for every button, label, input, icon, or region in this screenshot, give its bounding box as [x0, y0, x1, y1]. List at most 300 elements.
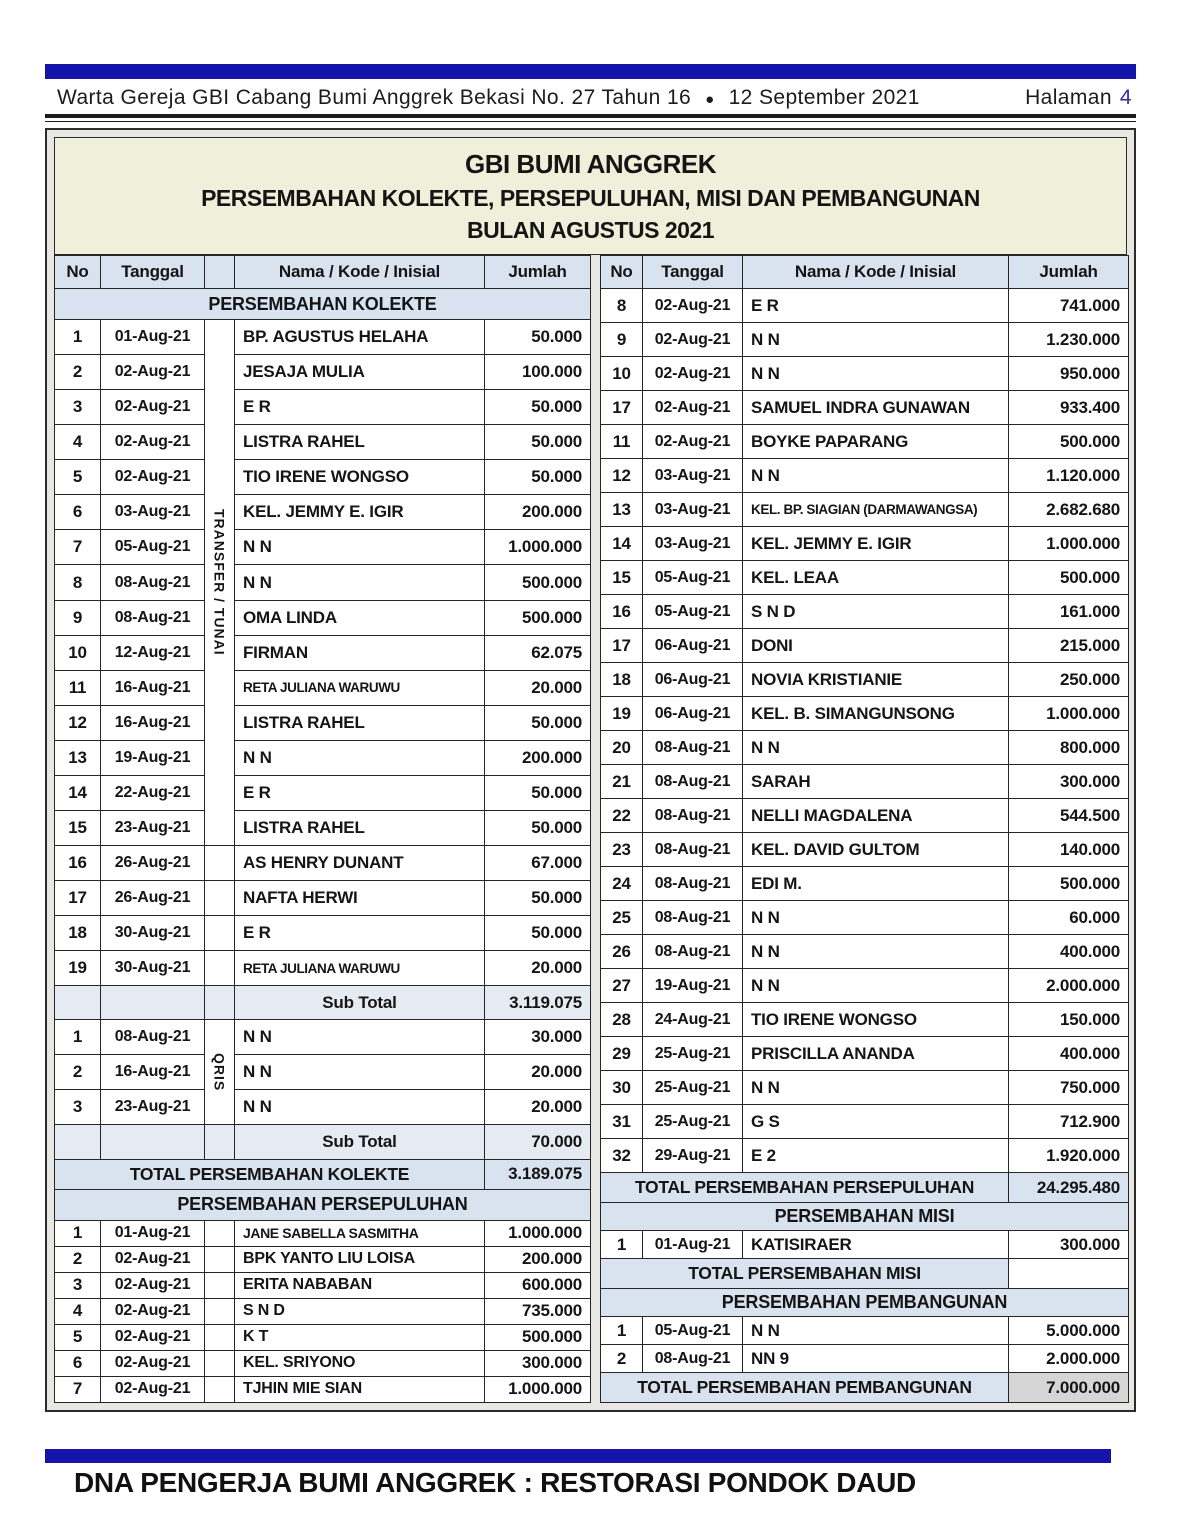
cell-no: 5 — [55, 1324, 101, 1350]
cell-amount: 712.900 — [1009, 1105, 1129, 1139]
cell-empty — [205, 1376, 235, 1402]
cell-name: EDI M. — [743, 867, 1009, 901]
cell-no: 25 — [601, 901, 643, 935]
cell-amount: 2.000.000 — [1009, 1345, 1129, 1373]
cell-no: 12 — [55, 705, 101, 740]
cell-no: 2 — [55, 1055, 101, 1090]
pembangunan-total-row — [601, 1373, 1129, 1403]
cell-no: 1 — [55, 1220, 101, 1246]
col-header-empty — [205, 256, 235, 289]
cell-amount: 50.000 — [485, 775, 591, 810]
total-label: TOTAL PERSEMBAHAN MISI — [601, 1259, 1009, 1289]
table-row — [55, 1055, 591, 1090]
cell-date: 30-Aug-21 — [101, 951, 205, 986]
cell-date: 23-Aug-21 — [101, 810, 205, 845]
total-value — [1009, 1259, 1129, 1289]
table-row — [55, 320, 591, 355]
cell-no: 22 — [601, 799, 643, 833]
persepuluhan-total-row — [601, 1173, 1129, 1203]
cell-amount: 500.000 — [485, 600, 591, 635]
cell-amount: 400.000 — [1009, 1037, 1129, 1071]
table-row — [55, 530, 591, 565]
cell-name: N N — [743, 357, 1009, 391]
cell-date: 08-Aug-21 — [643, 765, 743, 799]
cell-date: 03-Aug-21 — [643, 527, 743, 561]
cell-no: 17 — [601, 391, 643, 425]
cell-name: PRISCILLA ANANDA — [743, 1037, 1009, 1071]
cell-empty — [205, 1324, 235, 1350]
cell-name: NN 9 — [743, 1345, 1009, 1373]
cell-no: 3 — [55, 390, 101, 425]
table-row — [601, 629, 1129, 663]
cell-date: 26-Aug-21 — [101, 881, 205, 916]
col-header-nama: Nama / Kode / Inisial — [743, 256, 1009, 289]
misi-section-header — [601, 1203, 1129, 1231]
cell-name: N N — [743, 731, 1009, 765]
col-header-tanggal: Tanggal — [101, 256, 205, 289]
table-row — [55, 495, 591, 530]
table-row — [601, 323, 1129, 357]
cell-date: 16-Aug-21 — [101, 1055, 205, 1090]
page-number: 4 — [1119, 86, 1132, 109]
cell-name: TJHIN MIE SIAN — [235, 1376, 485, 1402]
section-title-pembangunan: PERSEMBAHAN PEMBANGUNAN — [601, 1289, 1129, 1317]
table-row — [601, 493, 1129, 527]
cell-date: 02-Aug-21 — [101, 425, 205, 460]
persepuluhan-section-header — [55, 1189, 591, 1220]
cell-name: KEL. JEMMY E. IGIR — [235, 495, 485, 530]
cell-date: 01-Aug-21 — [643, 1231, 743, 1259]
cell-date: 25-Aug-21 — [643, 1037, 743, 1071]
table-row — [601, 799, 1129, 833]
cell-amount: 50.000 — [485, 390, 591, 425]
col-header-jumlah: Jumlah — [1009, 256, 1129, 289]
table-row — [55, 390, 591, 425]
cell-amount: 2.000.000 — [1009, 969, 1129, 1003]
cell-name: N N — [743, 459, 1009, 493]
cell-name: KEL. SRIYONO — [235, 1350, 485, 1376]
cell-no: 5 — [55, 460, 101, 495]
cell-amount: 50.000 — [485, 705, 591, 740]
masthead-title-line — [57, 86, 920, 110]
subtotal-label: Sub Total — [235, 986, 485, 1020]
section-title-kolekte: PERSEMBAHAN KOLEKTE — [55, 289, 591, 320]
cell-no: 29 — [601, 1037, 643, 1071]
cell-name: NAFTA HERWI — [235, 881, 485, 916]
column-header-row — [601, 256, 1129, 289]
cell-no: 1 — [55, 1020, 101, 1055]
cell-name: N N — [235, 530, 485, 565]
church-name: GBI BUMI ANGGREK — [464, 149, 717, 179]
cell-no: 8 — [55, 565, 101, 600]
table-row — [601, 935, 1129, 969]
cell-date: 16-Aug-21 — [101, 670, 205, 705]
cell-no: 30 — [601, 1071, 643, 1105]
cell-name: K T — [235, 1324, 485, 1350]
cell-no: 15 — [55, 810, 101, 845]
table-row — [55, 565, 591, 600]
cell-empty — [55, 986, 101, 1020]
table-row — [55, 600, 591, 635]
cell-amount: 62.075 — [485, 635, 591, 670]
cell-date: 02-Aug-21 — [101, 1272, 205, 1298]
cell-name: BOYKE PAPARANG — [743, 425, 1009, 459]
cell-amount: 500.000 — [1009, 561, 1129, 595]
footer-slogan: DNA PENGERJA BUMI ANGGREK : RESTORASI PONDOK DAUD — [74, 1467, 916, 1498]
col-header-tanggal: Tanggal — [643, 256, 743, 289]
cell-name: N N — [743, 901, 1009, 935]
cell-amount: 200.000 — [485, 1246, 591, 1272]
col-header-no: No — [55, 256, 101, 289]
table-row — [601, 391, 1129, 425]
cell-date: 02-Aug-21 — [101, 460, 205, 495]
cell-amount: 67.000 — [485, 845, 591, 880]
cell-empty — [205, 1272, 235, 1298]
cell-amount: 1.000.000 — [485, 1376, 591, 1402]
cell-amount: 300.000 — [485, 1350, 591, 1376]
table-row — [55, 460, 591, 495]
cell-empty — [205, 951, 235, 986]
table-row — [55, 740, 591, 775]
cell-amount: 20.000 — [485, 951, 591, 986]
cell-name: TIO IRENE WONGSO — [743, 1003, 1009, 1037]
cell-name: KATISIRAER — [743, 1231, 1009, 1259]
cell-no: 32 — [601, 1139, 643, 1173]
cell-no: 1 — [601, 1231, 643, 1259]
cell-name: N N — [235, 1020, 485, 1055]
cell-name: N N — [235, 740, 485, 775]
cell-amount: 1.000.000 — [1009, 697, 1129, 731]
table-row — [601, 901, 1129, 935]
cell-no: 13 — [55, 740, 101, 775]
cell-amount: 50.000 — [485, 320, 591, 355]
total-value: 3.189.075 — [485, 1159, 591, 1189]
cell-amount: 741.000 — [1009, 289, 1129, 323]
subtotal-label: Sub Total — [235, 1125, 485, 1159]
cell-name: S N D — [743, 595, 1009, 629]
cell-no: 6 — [55, 1350, 101, 1376]
cell-no: 6 — [55, 495, 101, 530]
cell-date: 02-Aug-21 — [101, 1324, 205, 1350]
cell-amount: 500.000 — [1009, 867, 1129, 901]
table-row — [601, 561, 1129, 595]
cell-name: E R — [235, 916, 485, 951]
table-row — [55, 670, 591, 705]
cell-date: 03-Aug-21 — [101, 495, 205, 530]
cell-date: 02-Aug-21 — [101, 390, 205, 425]
table-row — [55, 635, 591, 670]
cell-date: 02-Aug-21 — [101, 1350, 205, 1376]
cell-no: 10 — [55, 635, 101, 670]
cell-date: 08-Aug-21 — [643, 867, 743, 901]
cell-amount: 215.000 — [1009, 629, 1129, 663]
cell-amount: 150.000 — [1009, 1003, 1129, 1037]
cell-name: N N — [743, 1317, 1009, 1345]
cell-no: 3 — [55, 1272, 101, 1298]
cell-amount: 544.500 — [1009, 799, 1129, 833]
cell-amount: 50.000 — [485, 881, 591, 916]
cell-date: 23-Aug-21 — [101, 1090, 205, 1125]
misi-total-row — [601, 1259, 1129, 1289]
table-row — [55, 1272, 591, 1298]
cell-no: 14 — [601, 527, 643, 561]
cell-name: N N — [235, 1090, 485, 1125]
report-title: PERSEMBAHAN KOLEKTE, PERSEPULUHAN, MISI DAN PEMBANGUNAN — [201, 185, 980, 211]
cell-empty — [101, 1125, 205, 1159]
bulletin-title: Warta Gereja GBI Cabang Bumi Anggrek Bekasi No. 27 Tahun 16 — [57, 86, 692, 109]
col-header-jumlah: Jumlah — [485, 256, 591, 289]
total-label: TOTAL PERSEMBAHAN KOLEKTE — [55, 1159, 485, 1189]
left-table — [54, 255, 591, 1403]
cell-date: 02-Aug-21 — [643, 323, 743, 357]
cell-date: 02-Aug-21 — [101, 355, 205, 390]
masthead-divider-rule — [45, 114, 1136, 122]
table-row — [55, 355, 591, 390]
cell-amount: 600.000 — [485, 1272, 591, 1298]
cell-no: 16 — [601, 595, 643, 629]
table-row — [55, 1324, 591, 1350]
cell-amount: 20.000 — [485, 1090, 591, 1125]
cell-name: RETA JULIANA WARUWU — [235, 951, 485, 986]
cell-no: 13 — [601, 493, 643, 527]
table-row — [601, 1037, 1129, 1071]
cell-no: 12 — [601, 459, 643, 493]
table-row — [55, 705, 591, 740]
cell-no: 18 — [601, 663, 643, 697]
cell-no: 27 — [601, 969, 643, 1003]
cell-no: 9 — [601, 323, 643, 357]
cell-date: 01-Aug-21 — [101, 320, 205, 355]
kolekte-section-header — [55, 289, 591, 320]
total-label: TOTAL PERSEMBAHAN PEMBANGUNAN — [601, 1373, 1009, 1403]
cell-date: 05-Aug-21 — [643, 595, 743, 629]
cell-amount: 50.000 — [485, 460, 591, 495]
cell-name: BPK YANTO LIU LOISA — [235, 1246, 485, 1272]
cell-empty — [205, 881, 235, 916]
cell-no: 31 — [601, 1105, 643, 1139]
cell-no: 18 — [55, 916, 101, 951]
cell-name: N N — [743, 935, 1009, 969]
cell-date: 02-Aug-21 — [101, 1376, 205, 1402]
section-title-misi: PERSEMBAHAN MISI — [601, 1203, 1129, 1231]
cell-date: 08-Aug-21 — [643, 833, 743, 867]
cell-name: RETA JULIANA WARUWU — [235, 670, 485, 705]
cell-date: 02-Aug-21 — [101, 1246, 205, 1272]
page-label: Halaman — [1025, 86, 1112, 109]
cell-no: 21 — [601, 765, 643, 799]
cell-date: 08-Aug-21 — [643, 1345, 743, 1373]
subtotal-value: 3.119.075 — [485, 986, 591, 1020]
cell-name: N N — [743, 1071, 1009, 1105]
cell-name: TIO IRENE WONGSO — [235, 460, 485, 495]
table-row — [55, 1376, 591, 1402]
table-row — [601, 1003, 1129, 1037]
cell-name: S N D — [235, 1298, 485, 1324]
table-row — [55, 1350, 591, 1376]
cell-empty — [205, 1298, 235, 1324]
tables-container — [54, 255, 1127, 1403]
subtotal-row — [55, 986, 591, 1020]
cell-amount: 500.000 — [485, 565, 591, 600]
cell-date: 03-Aug-21 — [643, 493, 743, 527]
cell-empty — [205, 986, 235, 1020]
cell-amount: 1.000.000 — [485, 1220, 591, 1246]
cell-amount: 300.000 — [1009, 765, 1129, 799]
col-header-nama: Nama / Kode / Inisial — [235, 256, 485, 289]
cell-no: 7 — [55, 530, 101, 565]
cell-date: 06-Aug-21 — [643, 697, 743, 731]
cell-name: FIRMAN — [235, 635, 485, 670]
cell-no: 8 — [601, 289, 643, 323]
cell-name: BP. AGUSTUS HELAHA — [235, 320, 485, 355]
cell-date: 08-Aug-21 — [643, 901, 743, 935]
table-row — [601, 969, 1129, 1003]
cell-name: SARAH — [743, 765, 1009, 799]
cell-amount: 161.000 — [1009, 595, 1129, 629]
cell-amount: 1.120.000 — [1009, 459, 1129, 493]
cell-date: 29-Aug-21 — [643, 1139, 743, 1173]
table-row — [55, 916, 591, 951]
cell-date: 08-Aug-21 — [643, 731, 743, 765]
cell-amount: 500.000 — [1009, 425, 1129, 459]
table-row — [601, 289, 1129, 323]
cell-amount: 950.000 — [1009, 357, 1129, 391]
cell-empty — [205, 845, 235, 880]
cell-no: 3 — [55, 1090, 101, 1125]
cell-name: KEL. B. SIMANGUNSONG — [743, 697, 1009, 731]
cell-date: 03-Aug-21 — [643, 459, 743, 493]
offering-report-frame — [45, 128, 1136, 1412]
cell-empty — [205, 916, 235, 951]
pembangunan-section-header — [601, 1289, 1129, 1317]
table-row — [601, 459, 1129, 493]
cell-name: N N — [235, 1055, 485, 1090]
cell-name: E R — [235, 390, 485, 425]
bottom-navy-bar — [45, 1449, 1111, 1463]
cell-name: KEL. DAVID GULTOM — [743, 833, 1009, 867]
cell-no: 24 — [601, 867, 643, 901]
cell-no: 26 — [601, 935, 643, 969]
cell-amount: 1.230.000 — [1009, 323, 1129, 357]
cell-name: LISTRA RAHEL — [235, 810, 485, 845]
cell-no: 1 — [601, 1317, 643, 1345]
subtotal-value: 70.000 — [485, 1125, 591, 1159]
table-row — [601, 833, 1129, 867]
cell-amount: 300.000 — [1009, 1231, 1129, 1259]
table-row — [601, 425, 1129, 459]
cell-amount: 200.000 — [485, 495, 591, 530]
table-row — [601, 527, 1129, 561]
cell-date: 08-Aug-21 — [101, 565, 205, 600]
cell-name: JESAJA MULIA — [235, 355, 485, 390]
table-row — [601, 357, 1129, 391]
total-value: 7.000.000 — [1009, 1373, 1129, 1403]
cell-name: G S — [743, 1105, 1009, 1139]
cell-empty — [205, 1350, 235, 1376]
cell-amount: 140.000 — [1009, 833, 1129, 867]
bullet-separator: ● — [705, 91, 715, 108]
cell-name: AS HENRY DUNANT — [235, 845, 485, 880]
cell-name: N N — [235, 565, 485, 600]
table-row — [601, 1317, 1129, 1345]
cell-no: 9 — [55, 600, 101, 635]
cell-amount: 400.000 — [1009, 935, 1129, 969]
table-row — [55, 951, 591, 986]
cell-date: 08-Aug-21 — [101, 1020, 205, 1055]
cell-no: 1 — [55, 320, 101, 355]
cell-no: 15 — [601, 561, 643, 595]
cell-no: 17 — [55, 881, 101, 916]
cell-date: 06-Aug-21 — [643, 663, 743, 697]
cell-date: 24-Aug-21 — [643, 1003, 743, 1037]
cell-no: 17 — [601, 629, 643, 663]
cell-date: 08-Aug-21 — [101, 600, 205, 635]
cell-no: 7 — [55, 1376, 101, 1402]
cell-date: 06-Aug-21 — [643, 629, 743, 663]
table-row — [55, 881, 591, 916]
total-label: TOTAL PERSEMBAHAN PERSEPULUHAN — [601, 1173, 1009, 1203]
cell-date: 08-Aug-21 — [643, 935, 743, 969]
table-row — [601, 1231, 1129, 1259]
report-title-block — [54, 137, 1127, 255]
cell-amount: 60.000 — [1009, 901, 1129, 935]
cell-date: 19-Aug-21 — [643, 969, 743, 1003]
cell-amount: 2.682.680 — [1009, 493, 1129, 527]
cell-amount: 1.000.000 — [1009, 527, 1129, 561]
table-row — [601, 1071, 1129, 1105]
cell-name: E R — [235, 775, 485, 810]
cell-amount: 5.000.000 — [1009, 1317, 1129, 1345]
cell-amount: 50.000 — [485, 916, 591, 951]
qris-vertical-label: QRIS — [205, 1020, 235, 1125]
cell-date: 05-Aug-21 — [643, 561, 743, 595]
cell-date: 25-Aug-21 — [643, 1105, 743, 1139]
cell-amount: 800.000 — [1009, 731, 1129, 765]
cell-no: 19 — [601, 697, 643, 731]
cell-no: 10 — [601, 357, 643, 391]
cell-date: 26-Aug-21 — [101, 845, 205, 880]
cell-no: 4 — [55, 425, 101, 460]
cell-name: DONI — [743, 629, 1009, 663]
table-row — [601, 595, 1129, 629]
cell-date: 22-Aug-21 — [101, 775, 205, 810]
cell-name: SAMUEL INDRA GUNAWAN — [743, 391, 1009, 425]
cell-date: 30-Aug-21 — [101, 916, 205, 951]
cell-name: E R — [743, 289, 1009, 323]
cell-empty — [205, 1246, 235, 1272]
table-row — [55, 1246, 591, 1272]
cell-date: 08-Aug-21 — [643, 799, 743, 833]
section-title-persepuluhan: PERSEMBAHAN PERSEPULUHAN — [55, 1189, 591, 1220]
cell-date: 25-Aug-21 — [643, 1071, 743, 1105]
table-row — [601, 867, 1129, 901]
table-row — [601, 697, 1129, 731]
cell-name: LISTRA RAHEL — [235, 705, 485, 740]
table-row — [55, 810, 591, 845]
cell-amount: 1.920.000 — [1009, 1139, 1129, 1173]
cell-no: 4 — [55, 1298, 101, 1324]
cell-date: 05-Aug-21 — [643, 1317, 743, 1345]
table-row — [55, 845, 591, 880]
cell-no: 14 — [55, 775, 101, 810]
table-row — [55, 1298, 591, 1324]
col-header-no: No — [601, 256, 643, 289]
cell-no: 2 — [55, 355, 101, 390]
report-period: BULAN AGUSTUS 2021 — [466, 217, 715, 243]
cell-name: NELLI MAGDALENA — [743, 799, 1009, 833]
cell-amount: 1.000.000 — [485, 530, 591, 565]
cell-name: N N — [743, 969, 1009, 1003]
